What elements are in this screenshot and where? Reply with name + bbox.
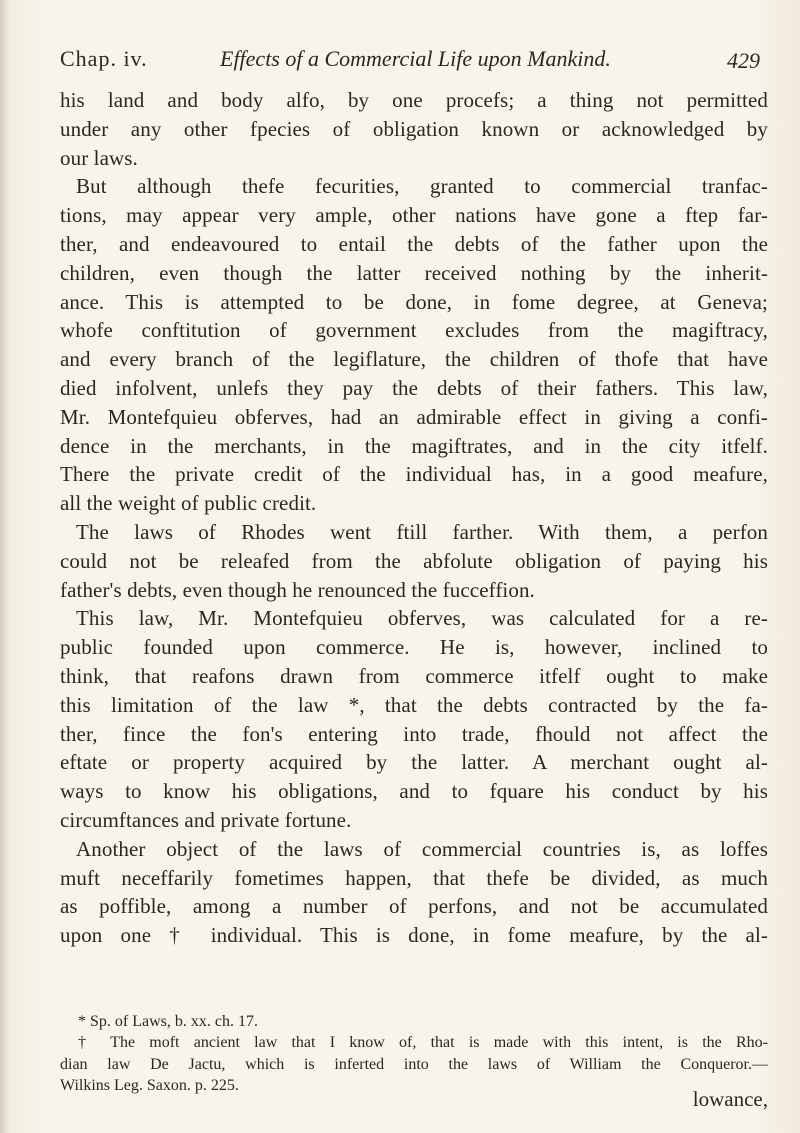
text-line: dence in the merchants, in the magiftrates, and in the city itfelf. — [60, 433, 768, 458]
text-line: all the weight of public credit. — [60, 491, 317, 516]
text-line: public founded upon commerce. He is, however, inclined to — [60, 635, 768, 660]
paragraph-start-line: This law, Mr. Montefquieu obferves, was calculated for a re- — [76, 606, 768, 631]
paragraph-start-line: Another object of the laws of commercial countries is, as loffes — [76, 836, 768, 861]
running-head — [60, 40, 768, 80]
footnote-line: † The moft ancient law that I know of, that is made with this intent, is the Rho- — [78, 1034, 768, 1052]
paragraph-start-line: The laws of Rhodes went ftill farther. With them, a perfon — [76, 519, 768, 544]
text-line: ther, and endeavoured to entail the debts of the father upon the — [60, 231, 768, 256]
text-line: tions, may appear very ample, other nations have gone a ftep far- — [60, 203, 768, 228]
running-title: Effects of a Commercial Life upon Mankind. — [220, 46, 611, 71]
text-line: ways to know his obligations, and to fquare his conduct by his — [60, 779, 768, 804]
paragraph-start-line: But although thefe fecurities, granted to commercial tranfac- — [76, 174, 768, 199]
text-line: could not be releafed from the abfolute obligation of paying his — [60, 548, 768, 573]
text-line: eftate or property acquired by the latter. A merchant ought al- — [60, 750, 768, 775]
text-line: whofe conftitution of government excludes from the magiftracy, — [60, 318, 768, 343]
text-line: There the private credit of the individual has, in a good meafure, — [60, 462, 768, 487]
text-line: father's debts, even though he renounced the fucceffion. — [60, 577, 535, 602]
text-line: Mr. Montefquieu obferves, had an admirable effect in giving a confi- — [60, 404, 768, 429]
text-line: ther, fince the fon's entering into trade, fhould not affect the — [60, 721, 768, 746]
text-line: think, that reafons drawn from commerce itfelf ought to make — [60, 663, 768, 688]
catchword: lowance, — [692, 1087, 768, 1111]
footnote-line: dian law De Jactu, which is inferted into the laws of William the Conqueror.— — [60, 1055, 768, 1073]
text-line: upon one † individual. This is done, in fome meafure, by the al- — [60, 923, 768, 948]
footnotes — [60, 1011, 768, 1096]
text-line: and every branch of the legiflature, the children of thofe that have — [60, 347, 768, 372]
text-line: ance. This is attempted to be done, in fome degree, at Geneva; — [60, 289, 768, 314]
text-line: muft neceffarily fometimes happen, that thefe be divided, as much — [60, 865, 768, 890]
chapter-label: Chap. iv. — [60, 46, 148, 71]
footnote-line: Wilkins Leg. Saxon. p. 225. — [60, 1076, 239, 1094]
page-number: 429 — [727, 48, 760, 73]
text-line: children, even though the latter received nothing by the inherit- — [60, 260, 768, 285]
text-line: this limitation of the law *, that the debts contracted by the fa- — [60, 692, 768, 717]
text-line: as poffible, among a number of perfons, and not be accumulated — [60, 894, 768, 919]
binding-shadow — [0, 0, 10, 1133]
text-line: under any other fpecies of obligation known or acknowledged by — [60, 116, 768, 141]
body-text — [60, 86, 768, 950]
footnote-line: * Sp. of Laws, b. xx. ch. 17. — [78, 1013, 258, 1030]
text-line: died infolvent, unlefs they pay the debts of their fathers. This law, — [60, 375, 768, 400]
text-line: his land and body alfo, by one procefs; a thing not permitted — [60, 88, 768, 112]
text-line: circumftances and private fortune. — [60, 807, 352, 832]
text-line: our laws. — [60, 145, 138, 170]
